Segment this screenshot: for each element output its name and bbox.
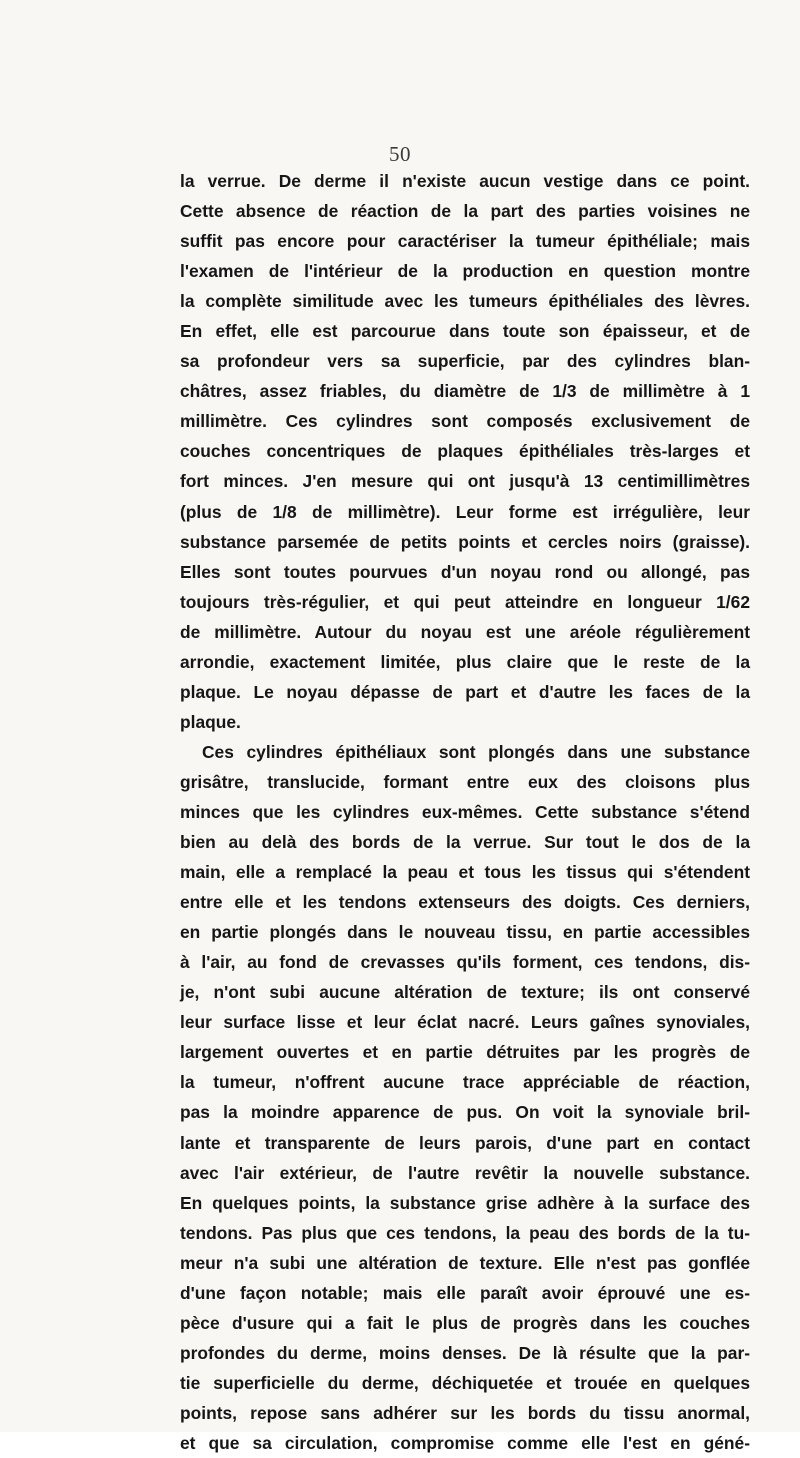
text-line: la tumeur, n'offrent aucune trace appréciable de réaction,: [180, 1072, 750, 1093]
text-line: en partie plongés dans le nouveau tissu, en partie accessibles: [180, 922, 750, 943]
text-line: leur surface lisse et leur éclat nacré. Leurs gaînes synoviales,: [180, 1012, 750, 1033]
text-line: suffit pas encore pour caractériser la tumeur épithéliale; mais: [180, 231, 750, 252]
text-line: En effet, elle est parcourue dans toute son épaisseur, et de: [180, 321, 750, 342]
text-line: fort minces. J'en mesure qui ont jusqu'à 13 centimillimètres: [180, 471, 750, 492]
text-line: main, elle a remplacé la peau et tous les tissus qui s'étendent: [180, 862, 750, 883]
text-line: En quelques points, la substance grise adhère à la surface des: [180, 1192, 750, 1213]
text-line: à l'air, au fond de crevasses qu'ils forment, ces tendons, dis-: [180, 952, 750, 973]
text-line: toujours très-régulier, et qui peut atteindre en longueur 1/62: [180, 591, 750, 612]
text-line: châtres, assez friables, du diamètre de 1/3 de millimètre à 1: [180, 381, 750, 402]
text-line: la complète similitude avec les tumeurs épithéliales des lèvres.: [180, 291, 750, 312]
text-line: pèce d'usure qui a fait le plus de progrès dans les couches: [180, 1312, 750, 1333]
text-line: d'une façon notable; mais elle paraît avoir éprouvé une es-: [180, 1282, 750, 1303]
text-line: arrondie, exactement limitée, plus claire que le reste de la: [180, 651, 750, 672]
text-line: profondes du derme, moins denses. De là résulte que la par-: [180, 1342, 750, 1363]
text-line: et que sa circulation, compromise comme elle l'est en géné-: [180, 1432, 750, 1453]
text-line: Cette absence de réaction de la part des parties voisines ne: [180, 201, 750, 222]
text-line: de millimètre. Autour du noyau est une aréole régulièrement: [180, 621, 750, 642]
text-line: meur n'a subi une altération de texture. Elle n'est pas gonflée: [180, 1252, 750, 1273]
page-number: 50: [389, 142, 411, 166]
text-line: plaque. Le noyau dépasse de part et d'autre les faces de la: [180, 681, 750, 702]
text-line: sa profondeur vers sa superficie, par des cylindres blan-: [180, 351, 750, 372]
text-line: minces que les cylindres eux-mêmes. Cette substance s'étend: [180, 801, 750, 822]
text-line: la verrue. De derme il n'existe aucun vestige dans ce point.: [180, 171, 750, 191]
text-line: couches concentriques de plaques épithéliales très-larges et: [180, 441, 750, 462]
text-line: pas la moindre apparence de pus. On voit la synoviale bril-: [180, 1102, 750, 1123]
text-line: millimètre. Ces cylindres sont composés exclusivement de: [180, 411, 750, 432]
text-line: tie superficielle du derme, déchiquetée et trouée en quelques: [180, 1372, 750, 1393]
text-line: grisâtre, translucide, formant entre eux des cloisons plus: [180, 771, 750, 792]
text-line: substance parsemée de petits points et cercles noirs (graisse).: [180, 531, 750, 552]
body-text: [180, 166, 750, 1458]
text-line: (plus de 1/8 de millimètre). Leur forme est irrégulière, leur: [180, 501, 750, 522]
text-line: Ces cylindres épithéliaux sont plongés dans une substance: [202, 741, 750, 762]
text-line: plaque.: [180, 711, 241, 732]
text-line: points, repose sans adhérer sur les bords du tissu anormal,: [180, 1402, 750, 1423]
text-line: lante et transparente de leurs parois, d'une part en contact: [180, 1132, 750, 1153]
text-line: entre elle et les tendons extenseurs des doigts. Ces derniers,: [180, 892, 750, 913]
text-line: l'examen de l'intérieur de la production en question montre: [180, 261, 750, 282]
text-line: avec l'air extérieur, de l'autre revêtir la nouvelle substance.: [180, 1162, 750, 1183]
text-line: Elles sont toutes pourvues d'un noyau rond ou allongé, pas: [180, 561, 750, 582]
text-line: je, n'ont subi aucune altération de texture; ils ont conservé: [180, 982, 750, 1003]
text-line: bien au delà des bords de la verrue. Sur tout le dos de la: [180, 832, 750, 853]
text-line: tendons. Pas plus que ces tendons, la peau des bords de la tu-: [180, 1222, 750, 1243]
text-line: largement ouvertes et en partie détruites par les progrès de: [180, 1042, 750, 1063]
